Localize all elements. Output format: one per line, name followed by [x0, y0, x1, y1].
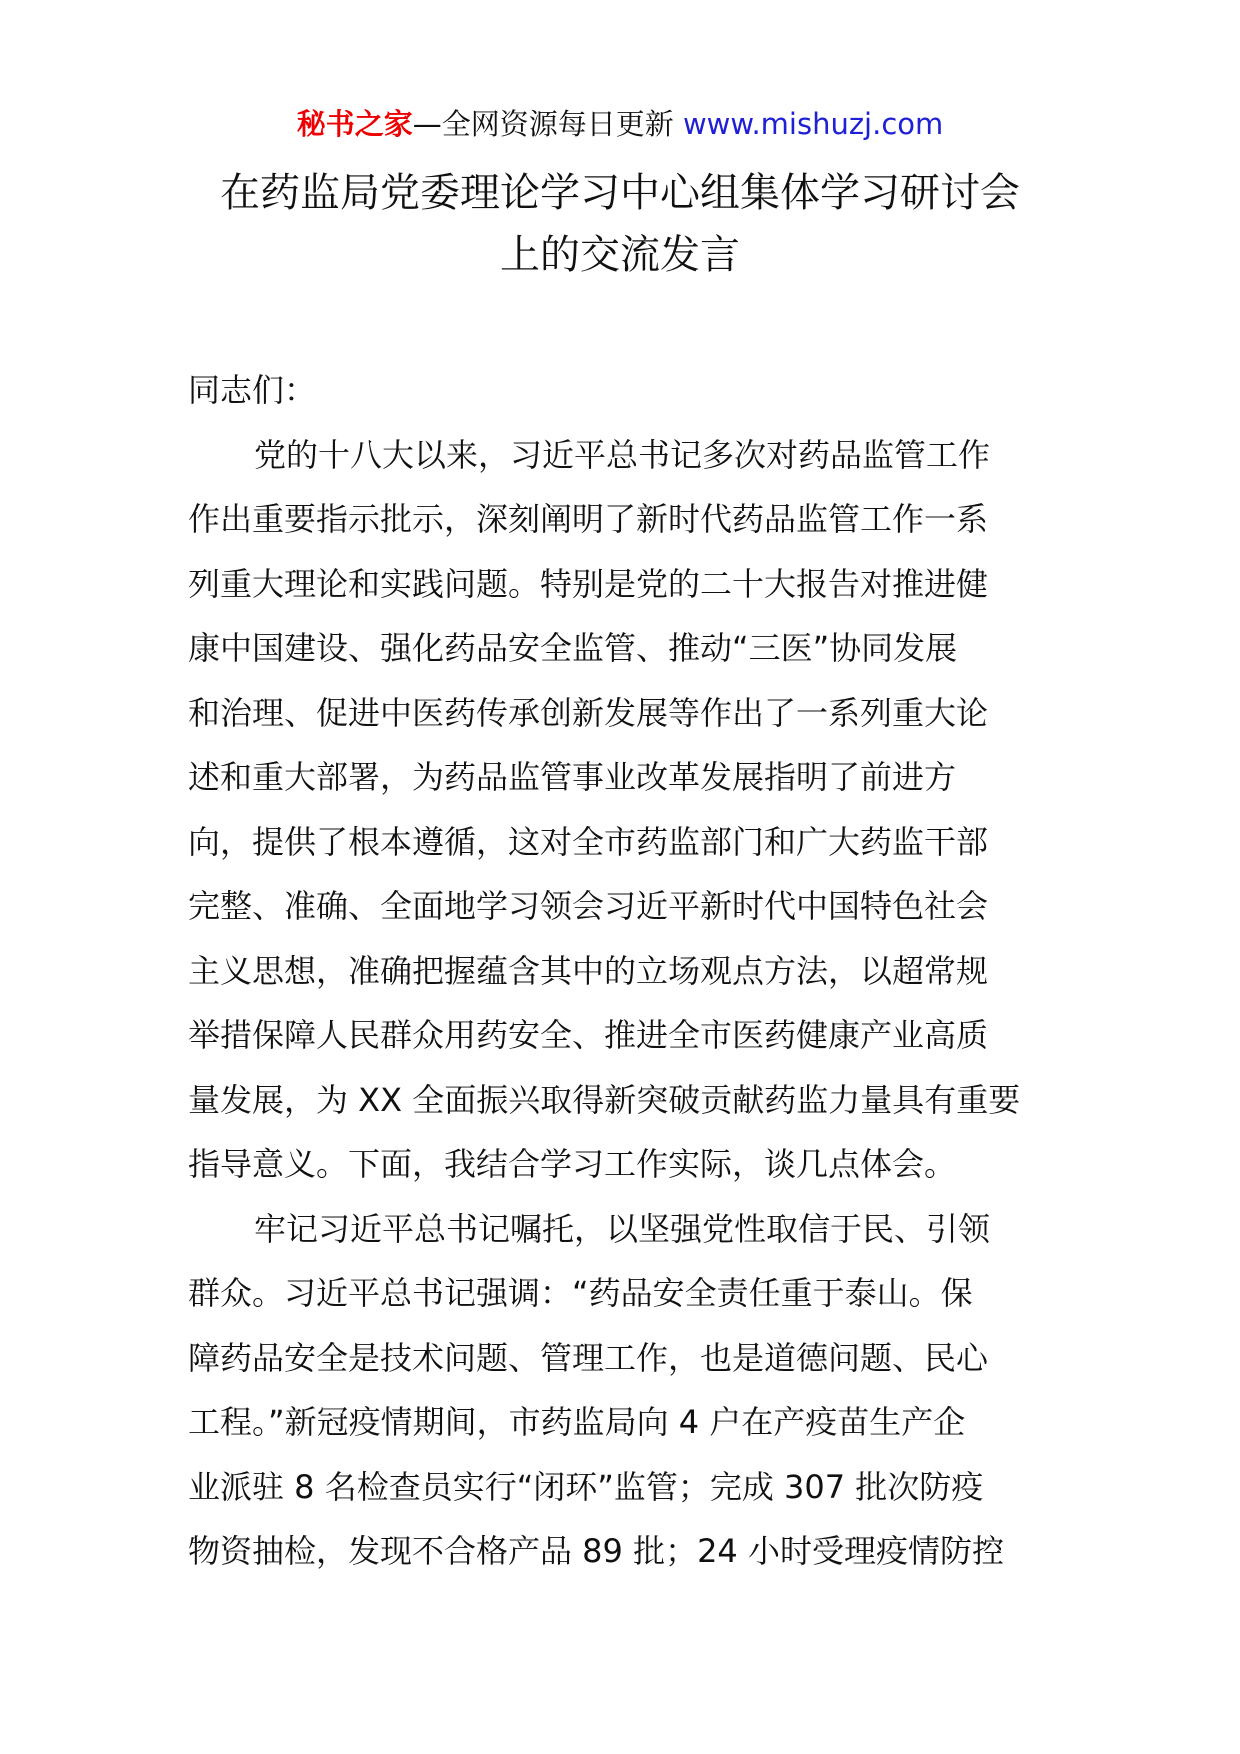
header-banner	[0, 104, 1240, 144]
body-line: 列重大理论和实践问题。特别是党的二十大报告对推进健	[188, 564, 989, 603]
document-body	[188, 358, 1058, 1584]
salutation: 同志们：	[188, 371, 317, 409]
body-line: 业派驻 8 名检查员实行“闭环”监管；完成 307 批次防疫	[188, 1467, 984, 1506]
brand-name: 秘书之家	[296, 107, 413, 141]
body-line: 向，提供了根本遵循，这对全市药监部门和广大药监干部	[188, 822, 989, 861]
body-line: 指导意义。下面，我结合学习工作实际，谈几点体会。	[188, 1145, 957, 1183]
body-line: 物资抽检，发现不合格产品 89 批；24 小时受理疫情防控	[188, 1532, 1004, 1570]
body-line: 述和重大部署，为药品监管事业改革发展指明了前进方	[188, 758, 957, 796]
header-tagline: —全网资源每日更新	[412, 107, 683, 141]
body-line: 障药品安全是技术问题、管理工作，也是道德问题、民心	[188, 1338, 989, 1377]
body-line: 主义思想，准确把握蕴含其中的立场观点方法，以超常规	[188, 951, 989, 990]
body-line: 举措保障人民群众用药安全、推进全市医药健康产业高质	[188, 1016, 989, 1054]
body-line: 完整、准确、全面地学习领会习近平新时代中国特色社会	[188, 887, 989, 925]
body-line: 党的十八大以来，习近平总书记多次对药品监管工作	[254, 435, 991, 474]
title-line-2: 上的交流发言	[500, 232, 740, 278]
site-url-link[interactable]: www.mishuzj.com	[682, 107, 944, 141]
body-line: 工程。”新冠疫情期间，市药监局向 4 户在产疫苗生产企	[188, 1403, 966, 1441]
body-line: 作出重要指示批示，深刻阐明了新时代药品监管工作一系	[188, 500, 989, 538]
body-line: 康中国建设、强化药品安全监管、推动“三医”协同发展	[188, 629, 958, 667]
body-line: 群众。习近平总书记强调：“药品安全责任重于泰山。保	[188, 1274, 973, 1312]
document-title	[160, 162, 1080, 286]
title-line-1: 在药监局党委理论学习中心组集体学习研讨会	[220, 170, 1020, 216]
body-line: 和治理、促进中医药传承创新发展等作出了一系列重大论	[188, 693, 989, 732]
body-line: 量发展，为 XX 全面振兴取得新突破贡献药监力量具有重要	[188, 1080, 1021, 1119]
body-line: 牢记习近平总书记嘱托，以坚强党性取信于民、引领	[254, 1209, 991, 1248]
